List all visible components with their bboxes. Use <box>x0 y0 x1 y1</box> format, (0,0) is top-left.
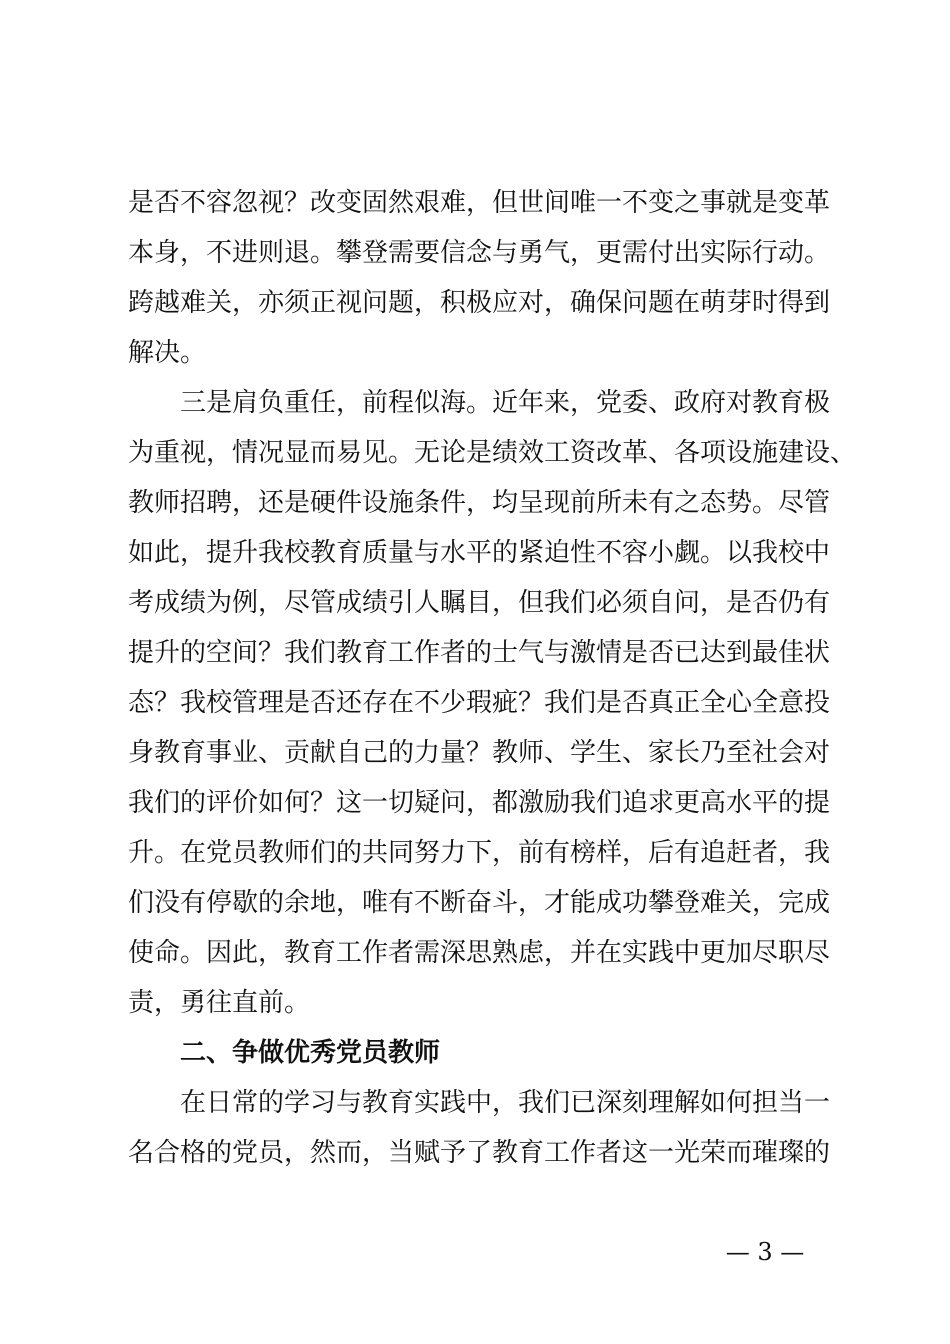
body-text <box>128 178 857 1178</box>
text-line: 身教育事业、贡献自己的力量？教师、学生、家长乃至社会对 <box>128 738 831 768</box>
text-line: 名合格的党员，然而，当赋予了教育工作者这一光荣而璀璨的 <box>128 1138 831 1168</box>
text-line: 提升的空间？我们教育工作者的士气与激情是否已达到最佳状 <box>128 638 831 668</box>
text-line: 跨越难关，亦须正视问题，积极应对，确保问题在萌芽时得到 <box>128 288 831 318</box>
text-line: 我们的评价如何？这一切疑问，都激励我们追求更高水平的提 <box>128 788 831 818</box>
page-number: — 3 — <box>725 1238 805 1266</box>
section-heading: 二、争做优秀党员教师 <box>180 1038 441 1068</box>
text-line: 态？我校管理是否还存在不少瑕疵？我们是否真正全心全意投 <box>128 688 831 718</box>
text-line: 们没有停歇的余地，唯有不断奋斗，才能成功攀登难关，完成 <box>128 888 831 918</box>
text-line: 责，勇往直前。 <box>128 988 311 1018</box>
text-line: 为重视，情况显而易见。无论是绩效工资改革、各项设施建设、 <box>128 438 857 468</box>
text-line: 如此，提升我校教育质量与水平的紧迫性不容小觑。以我校中 <box>128 538 831 568</box>
text-line: 解决。 <box>128 338 207 368</box>
text-line: 是否不容忽视？改变固然艰难，但世间唯一不变之事就是变革 <box>128 188 831 218</box>
paragraph-start-line: 在日常的学习与教育实践中，我们已深刻理解如何担当一 <box>180 1088 831 1118</box>
text-line: 升。在党员教师们的共同努力下，前有榜样，后有追赶者，我 <box>128 838 831 868</box>
text-line: 考成绩为例，尽管成绩引人瞩目，但我们必须自问，是否仍有 <box>128 588 831 618</box>
paragraph-start-line: 三是肩负重任，前程似海。近年来，党委、政府对教育极 <box>180 388 831 418</box>
text-line: 教师招聘，还是硬件设施条件，均呈现前所未有之态势。尽管 <box>128 488 831 518</box>
text-line: 本身，不进则退。攀登需要信念与勇气，更需付出实际行动。 <box>128 238 831 268</box>
text-line: 使命。因此，教育工作者需深思熟虑，并在实践中更加尽职尽 <box>128 938 831 968</box>
